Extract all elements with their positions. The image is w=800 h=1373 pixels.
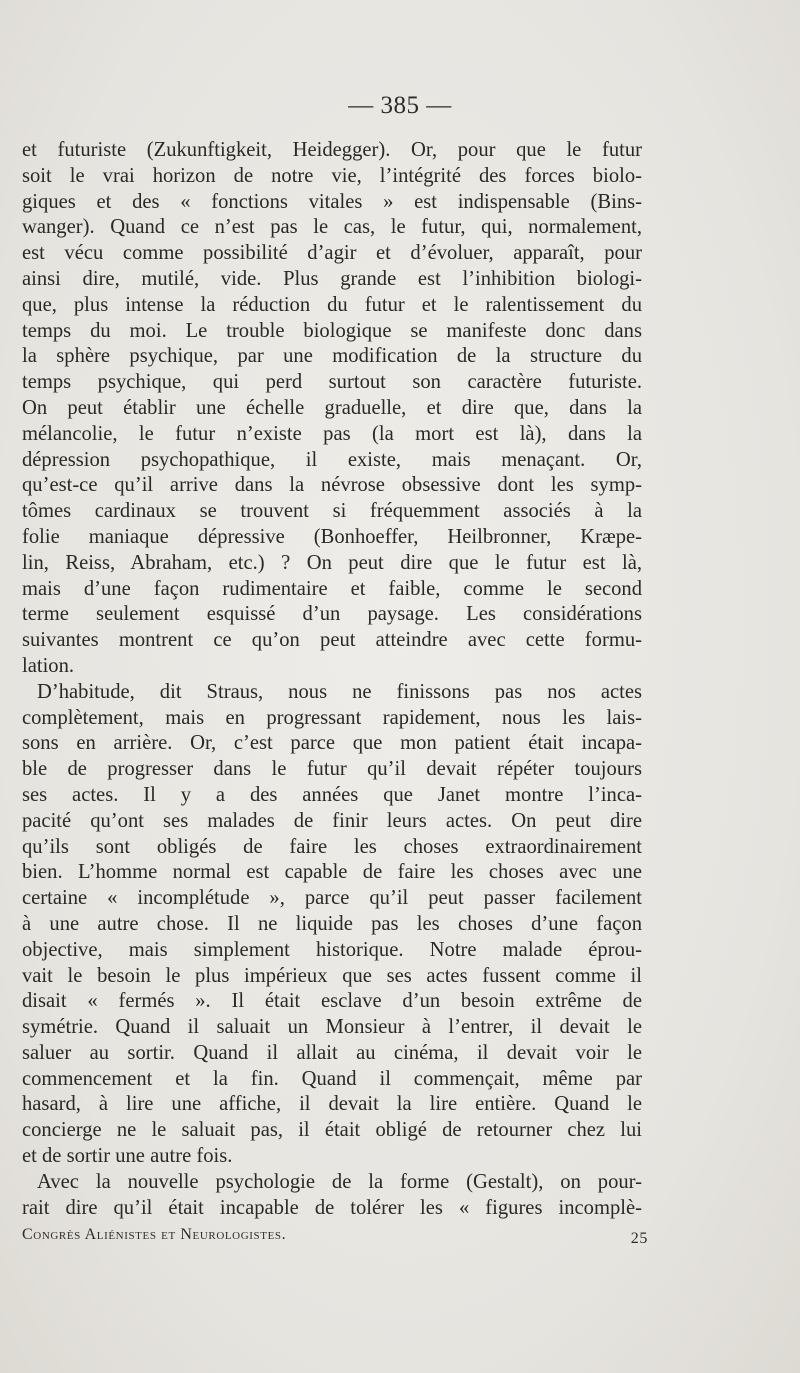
text-line: est vécu comme possibilité d’agir et d’évoluer, apparaît, pour — [22, 242, 642, 265]
text-line: la sphère psychique, par une modification de la structure du — [22, 345, 642, 368]
text-line: certaine « incomplétude », parce qu’il peut passer facilement — [22, 887, 642, 910]
text-line: hasard, à lire une affiche, il devait la lire entière. Quand le — [22, 1093, 642, 1116]
text-line: wanger). Quand ce n’est pas le cas, le futur, qui, normalement, — [22, 216, 642, 239]
text-line: mélancolie, le futur n’existe pas (la mort est là), dans la — [22, 422, 642, 445]
text-line: qu’est-ce qu’il arrive dans la névrose obsessive dont les symp- — [22, 474, 642, 497]
text-line: et futuriste (Zukunftigkeit, Heidegger). Or, pour que le futur — [22, 139, 642, 161]
text-line: dépression psychopathique, il existe, mais menaçant. Or, — [22, 448, 642, 471]
text-line: ses actes. Il y a des années que Janet montre l’inca- — [22, 783, 642, 806]
signature-number: 25 — [630, 1230, 648, 1247]
text-line: Avec la nouvelle psychologie de la forme (Gestalt), on pour- — [37, 1170, 642, 1193]
text-line: à une autre chose. Il ne liquide pas les choses d’une façon — [22, 912, 642, 935]
text-line: bien. L’homme normal est capable de faire les choses avec une — [22, 861, 642, 884]
text-line: terme seulement esquissé d’un paysage. Les considérations — [22, 603, 642, 626]
text-line: On peut établir une échelle graduelle, et dire que, dans la — [22, 396, 642, 419]
text-line: lation. — [22, 654, 75, 677]
page-number: — 385 — — [348, 92, 452, 119]
text-line: temps psychique, qui perd surtout son caractère futuriste. — [22, 371, 642, 394]
text-line: rait dire qu’il était incapable de tolérer les « figures incomplè- — [22, 1196, 642, 1219]
text-line: et de sortir une autre fois. — [22, 1145, 233, 1168]
body-text — [22, 138, 642, 1221]
text-line: folie maniaque dépressive (Bonhoeffer, Heilbronner, Kræpe- — [22, 525, 642, 548]
text-line: pacité qu’ont ses malades de finir leurs actes. On peut dire — [22, 809, 642, 832]
text-line: mais d’une façon rudimentaire et faible, comme le second — [22, 577, 642, 600]
text-line: giques et des « fonctions vitales » est indispensable (Bins- — [22, 190, 642, 213]
text-line: disait « fermés ». Il était esclave d’un besoin extrême de — [22, 990, 642, 1013]
text-line: lin, Reiss, Abraham, etc.) ? On peut dire que le futur est là, — [22, 551, 642, 574]
text-line: saluer au sortir. Quand il allait au cinéma, il devait voir le — [22, 1041, 642, 1064]
text-line: qu’ils sont obligés de faire les choses extraordinairement — [22, 835, 642, 858]
text-line: temps du moi. Le trouble biologique se manifeste donc dans — [22, 319, 642, 342]
text-line: vait le besoin le plus impérieux que ses actes fussent comme il — [22, 964, 642, 987]
text-line: commencement et la fin. Quand il commençait, même par — [22, 1067, 642, 1090]
text-line: sons en arrière. Or, c’est parce que mon patient était incapa- — [22, 732, 642, 755]
text-line: que, plus intense la réduction du futur et le ralentissement du — [22, 293, 642, 316]
text-line: suivantes montrent ce qu’on peut atteindre avec cette formu- — [22, 629, 642, 652]
text-line: complètement, mais en progressant rapidement, nous les lais- — [22, 706, 642, 729]
text-line: concierge ne le saluait pas, il était obligé de retourner chez lui — [22, 1119, 642, 1142]
text-line: ainsi dire, mutilé, vide. Plus grande est l’inhibition biologi- — [22, 267, 642, 290]
text-line: symétrie. Quand il saluait un Monsieur à l’entrer, il devait le — [22, 1016, 642, 1039]
text-line: soit le vrai horizon de notre vie, l’intégrité des forces biolo- — [22, 164, 642, 187]
text-line: tômes cardinaux se trouvent si fréquemment associés à la — [22, 500, 642, 523]
text-line: ble de progresser dans le futur qu’il devait répéter toujours — [22, 758, 642, 781]
page-footer — [22, 1226, 648, 1250]
text-line: objective, mais simplement historique. Notre malade éprou- — [22, 938, 642, 961]
running-title: Congrès Aliénistes et Neurologistes. — [22, 1226, 287, 1243]
text-line: D’habitude, dit Straus, nous ne finissons pas nos actes — [37, 680, 642, 703]
